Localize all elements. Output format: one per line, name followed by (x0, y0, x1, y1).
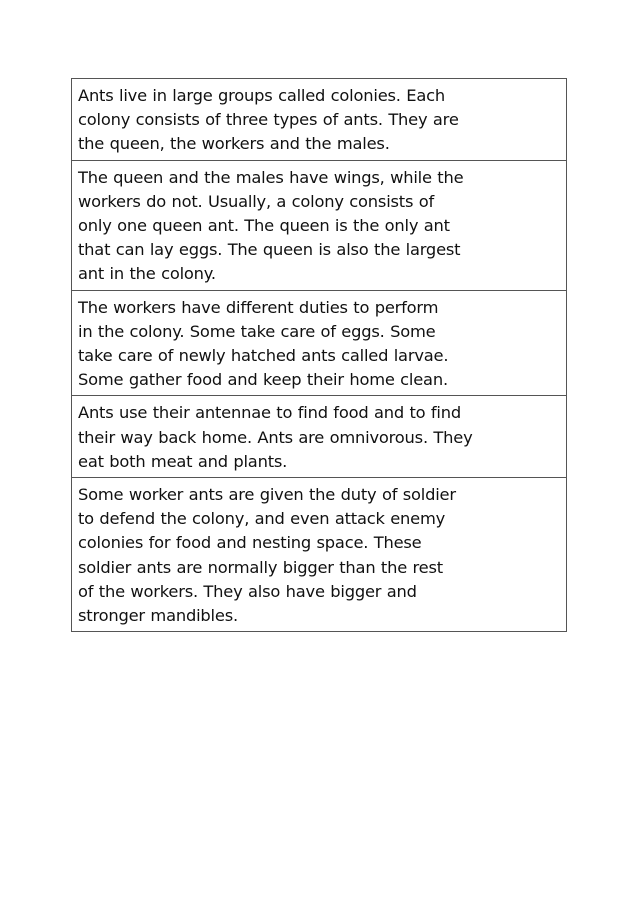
passage-queen (72, 160, 566, 290)
passage-line: Some worker ants are given the duty of soldier (78, 485, 456, 505)
passage-workers (72, 290, 566, 396)
passage-line: eat both meat and plants. (78, 451, 288, 471)
passage-line: colonies for food and nesting space. These (78, 533, 422, 553)
passage-line: take care of newly hatched ants called larvae. (78, 346, 449, 366)
passage-line: the queen, the workers and the males. (78, 134, 390, 154)
passage-line: ant in the colony. (78, 264, 216, 284)
passage-line: Ants live in large groups called colonies. Each (78, 86, 445, 105)
passage-line: Some gather food and keep their home clean. (78, 370, 448, 390)
passage-line: colony consists of three types of ants. They are (78, 110, 459, 130)
passage-antennae (72, 395, 566, 477)
passage-line: to defend the colony, and even attack enemy (78, 509, 446, 529)
passage-line: soldier ants are normally bigger than the rest (78, 557, 443, 577)
passage-colonies (72, 79, 566, 160)
passage-table (71, 78, 567, 632)
passage-line: workers do not. Usually, a colony consists of (78, 191, 435, 211)
passage-line: The workers have different duties to perform (78, 297, 439, 317)
passage-line: only one queen ant. The queen is the only ant (78, 216, 450, 236)
passage-line: their way back home. Ants are omnivorous. They (78, 427, 473, 447)
passage-soldiers (72, 477, 566, 631)
passage-line: that can lay eggs. The queen is also the largest (78, 240, 461, 260)
passage-line: stronger mandibles. (78, 606, 238, 626)
passage-line: in the colony. Some take care of eggs. Some (78, 321, 436, 341)
passage-line: The queen and the males have wings, while the (78, 167, 464, 187)
passage-line: Ants use their antennae to find food and to find (78, 403, 462, 423)
passage-line: of the workers. They also have bigger and (78, 581, 417, 601)
